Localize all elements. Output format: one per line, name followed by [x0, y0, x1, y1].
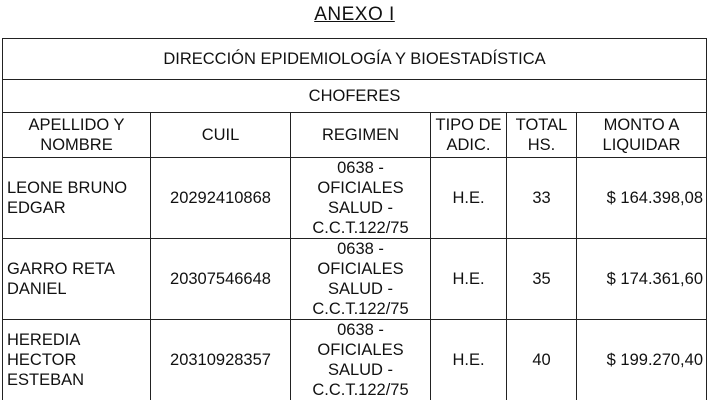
cuil-cell: 20310928357 — [151, 320, 291, 401]
table-row — [3, 158, 707, 239]
total-hours-cell: 35 — [507, 239, 577, 320]
employee-name — [3, 239, 151, 320]
regimen-cell — [291, 158, 431, 239]
regimen-line: SALUD - — [327, 199, 394, 217]
name-line: ESTEBAN — [7, 371, 85, 389]
tipo-cell: H.E. — [431, 239, 507, 320]
direction-title: DIRECCIÓN EPIDEMIOLOGÍA Y BIOESTADÍSTICA — [3, 39, 707, 80]
header-tipo-line1: TIPO DE — [435, 116, 502, 134]
regimen-line: 0638 - — [337, 321, 384, 339]
regimen-line: 0638 - — [337, 240, 384, 258]
header-total — [507, 113, 577, 158]
total-hours-cell: 40 — [507, 320, 577, 401]
amount-cell: $ 164.398,08 — [577, 158, 707, 239]
regimen-cell — [291, 239, 431, 320]
regimen-line: OFICIALES — [317, 260, 404, 278]
cuil-cell: 20307546648 — [151, 239, 291, 320]
name-line: LEONE BRUNO — [7, 179, 128, 197]
header-monto-line1: MONTO A — [603, 116, 680, 134]
amount-cell: $ 174.361,60 — [577, 239, 707, 320]
regimen-cell — [291, 320, 431, 401]
name-line: GARRO RETA — [7, 260, 115, 278]
regimen-line: SALUD - — [327, 280, 394, 298]
regimen-line: OFICIALES — [317, 179, 404, 197]
name-line: DANIEL — [7, 280, 67, 298]
table-row — [3, 239, 707, 320]
regimen-line: 0638 - — [337, 159, 384, 177]
employee-name — [3, 158, 151, 239]
header-name-line2: NOMBRE — [40, 136, 113, 154]
name-line: HECTOR — [7, 351, 77, 369]
category-title: CHOFERES — [3, 80, 707, 113]
amount-cell: $ 199.270,40 — [577, 320, 707, 401]
header-name-line1: APELLIDO Y — [28, 116, 125, 134]
header-regimen: REGIMEN — [291, 113, 431, 158]
annex-heading: ANEXO I — [314, 4, 395, 25]
tipo-cell: H.E. — [431, 158, 507, 239]
header-monto — [577, 113, 707, 158]
employee-name — [3, 320, 151, 401]
regimen-line: C.C.T.122/75 — [312, 219, 409, 237]
name-line: HEREDIA — [7, 331, 81, 349]
header-tipo — [431, 113, 507, 158]
header-total-line2: HS. — [527, 136, 556, 154]
tipo-cell: H.E. — [431, 320, 507, 401]
cuil-cell: 20292410868 — [151, 158, 291, 239]
name-line: EDGAR — [7, 199, 66, 217]
header-cuil: CUIL — [151, 113, 291, 158]
regimen-line: SALUD - — [327, 361, 394, 379]
payment-table — [2, 38, 707, 400]
regimen-line: C.C.T.122/75 — [312, 300, 409, 318]
header-row — [3, 113, 707, 158]
header-total-line1: TOTAL — [515, 116, 568, 134]
header-monto-line2: LIQUIDAR — [602, 136, 681, 154]
total-hours-cell: 33 — [507, 158, 577, 239]
regimen-line: OFICIALES — [317, 341, 404, 359]
header-name — [3, 113, 151, 158]
regimen-line: C.C.T.122/75 — [312, 381, 409, 399]
table-row — [3, 320, 707, 401]
header-tipo-line2: ADIC. — [446, 136, 491, 154]
